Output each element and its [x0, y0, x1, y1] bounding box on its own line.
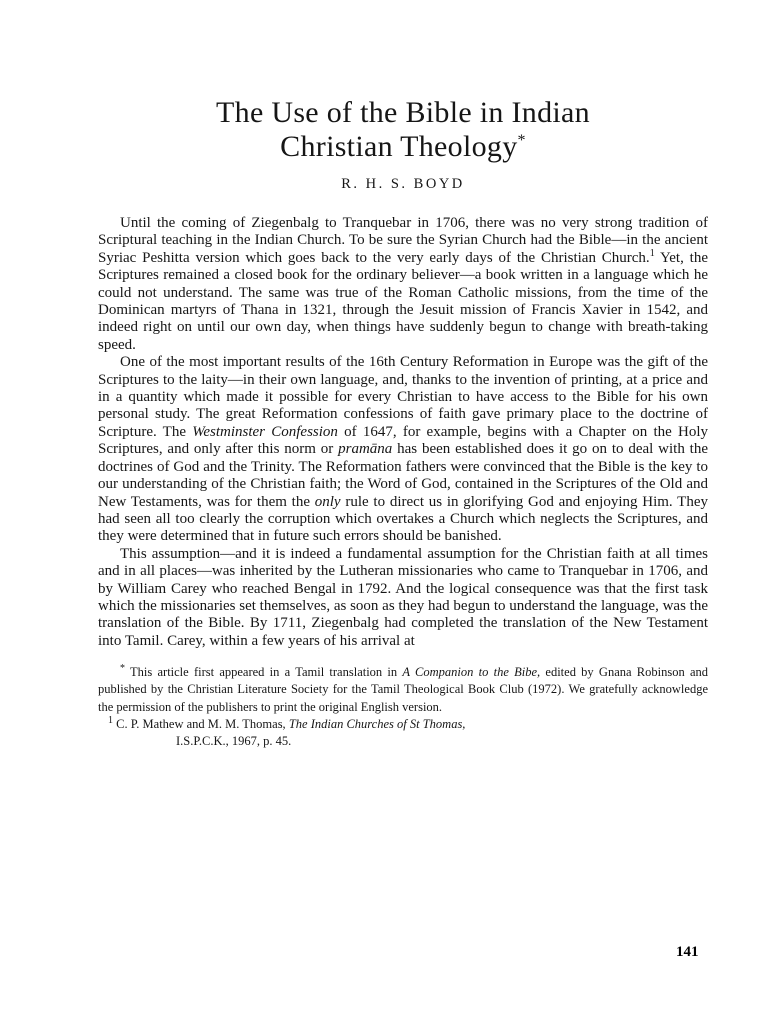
- footnote-2-mark: 1: [108, 714, 113, 726]
- footnote-2-italic: The Indian Churches of St Thomas,: [288, 716, 466, 731]
- footnote-2: [98, 716, 708, 750]
- paragraph-2-text-a: One of the most important results of the 16th Century Reformation in Europe was the gift of the Scriptures to the laity—in their own language, and, thanks to the invention of printing, at a price and in a quantity which made it possible for every Christian to have access to the Bible for his own personal study. The great Reformation confessions of faith gave primary place to the doctrine of Scripture. The: [98, 354, 708, 440]
- footnote-ref-1: 1: [649, 247, 655, 259]
- pramana-italic: pramāna: [338, 441, 393, 458]
- paragraph-1: [98, 215, 708, 354]
- footnote-1-mark: *: [120, 663, 125, 674]
- paragraph-2-text-c: has been established does it go on to deal with the doctrines of God and the Trinity. The Reformation fathers were convinced that the Bible is the key to our understanding of the Christian faith; the Word of God, contained in the Scriptures of the Old and New Testaments, was for them the: [98, 441, 708, 510]
- footnote-1-text-b: edited by Gnana Robinson and published by the Christian Literature Society for the Tamil Theological Book Club (1972). We gratefully acknowledge the permission of the publishers to print the original English version.: [98, 665, 709, 714]
- footnote-1-italic: A Companion to the Bibe,: [402, 665, 541, 680]
- paragraph-2: [98, 354, 708, 545]
- paragraph-1-text-b: Yet, the Scriptures remained a closed book for the ordinary believer—a book written in a language which he could not understand. The same was true of the Roman Catholic missions, from the time of the Dominican martyrs of Thana in 1321, through the Jesuit mission of Francis Xavier in 1542, and indeed right on until our own day, when things have suddenly begun to change with breath-taking speed.: [98, 249, 708, 353]
- title-line-2: Christian Theology: [280, 130, 518, 163]
- article-body: [98, 215, 708, 650]
- article-title: [98, 96, 708, 164]
- author-name: R. H. S. BOYD: [341, 176, 465, 192]
- footnotes: [98, 664, 708, 750]
- footnote-1: [98, 664, 708, 716]
- westminster-confession-italic: Westminster Confession: [192, 423, 338, 440]
- paragraph-3: This assumption—and it is indeed a fundamental assumption for the Christian faith at all times and in all places—was inherited by the Lutheran missionaries who came to Tranquebar in 1706, and by William Carey who reached Bengal in 1792. And the logical consequence was that the first task which the missionaries set themselves, as soon as they had begun to understand the language, was the translation of the Bible. By 1711, Ziegenbalg had completed the translation of the New Testament into Tamil. Carey, within a few years of his arrival at: [98, 545, 708, 649]
- page-number: 141: [676, 944, 699, 960]
- article-page: [98, 96, 708, 750]
- paragraph-2-text-b: of 1647, for example, begins with a Chapter on the Holy Scriptures, and only after this norm or: [98, 423, 708, 458]
- title-footnote-mark: *: [517, 132, 526, 149]
- footnote-2-text-b: I.S.P.C.K., 1967, p. 45.: [176, 733, 292, 748]
- footnote-1-text-a: This article first appeared in a Tamil translation in: [125, 665, 403, 680]
- footnote-2-text-a: C. P. Mathew and M. M. Thomas,: [113, 716, 289, 731]
- only-italic: only: [314, 493, 341, 510]
- paragraph-2-text-d: rule to direct us in glorifying God and enjoying Him. They had seen all too clearly the corruption which overtakes a Church which neglects the Scriptures, and they were determined that in future such errors should be banished.: [98, 493, 708, 545]
- title-line-1: The Use of the Bible in Indian: [216, 96, 590, 129]
- paragraph-1-text-a: Until the coming of Ziegenbalg to Tranquebar in 1706, there was no very strong tradition of Scriptural teaching in the Indian Church. To be sure the Syrian Church had the Bible—in the ancient Syriac Peshitta version which goes back to the very early days of the Christian Church.: [98, 215, 708, 266]
